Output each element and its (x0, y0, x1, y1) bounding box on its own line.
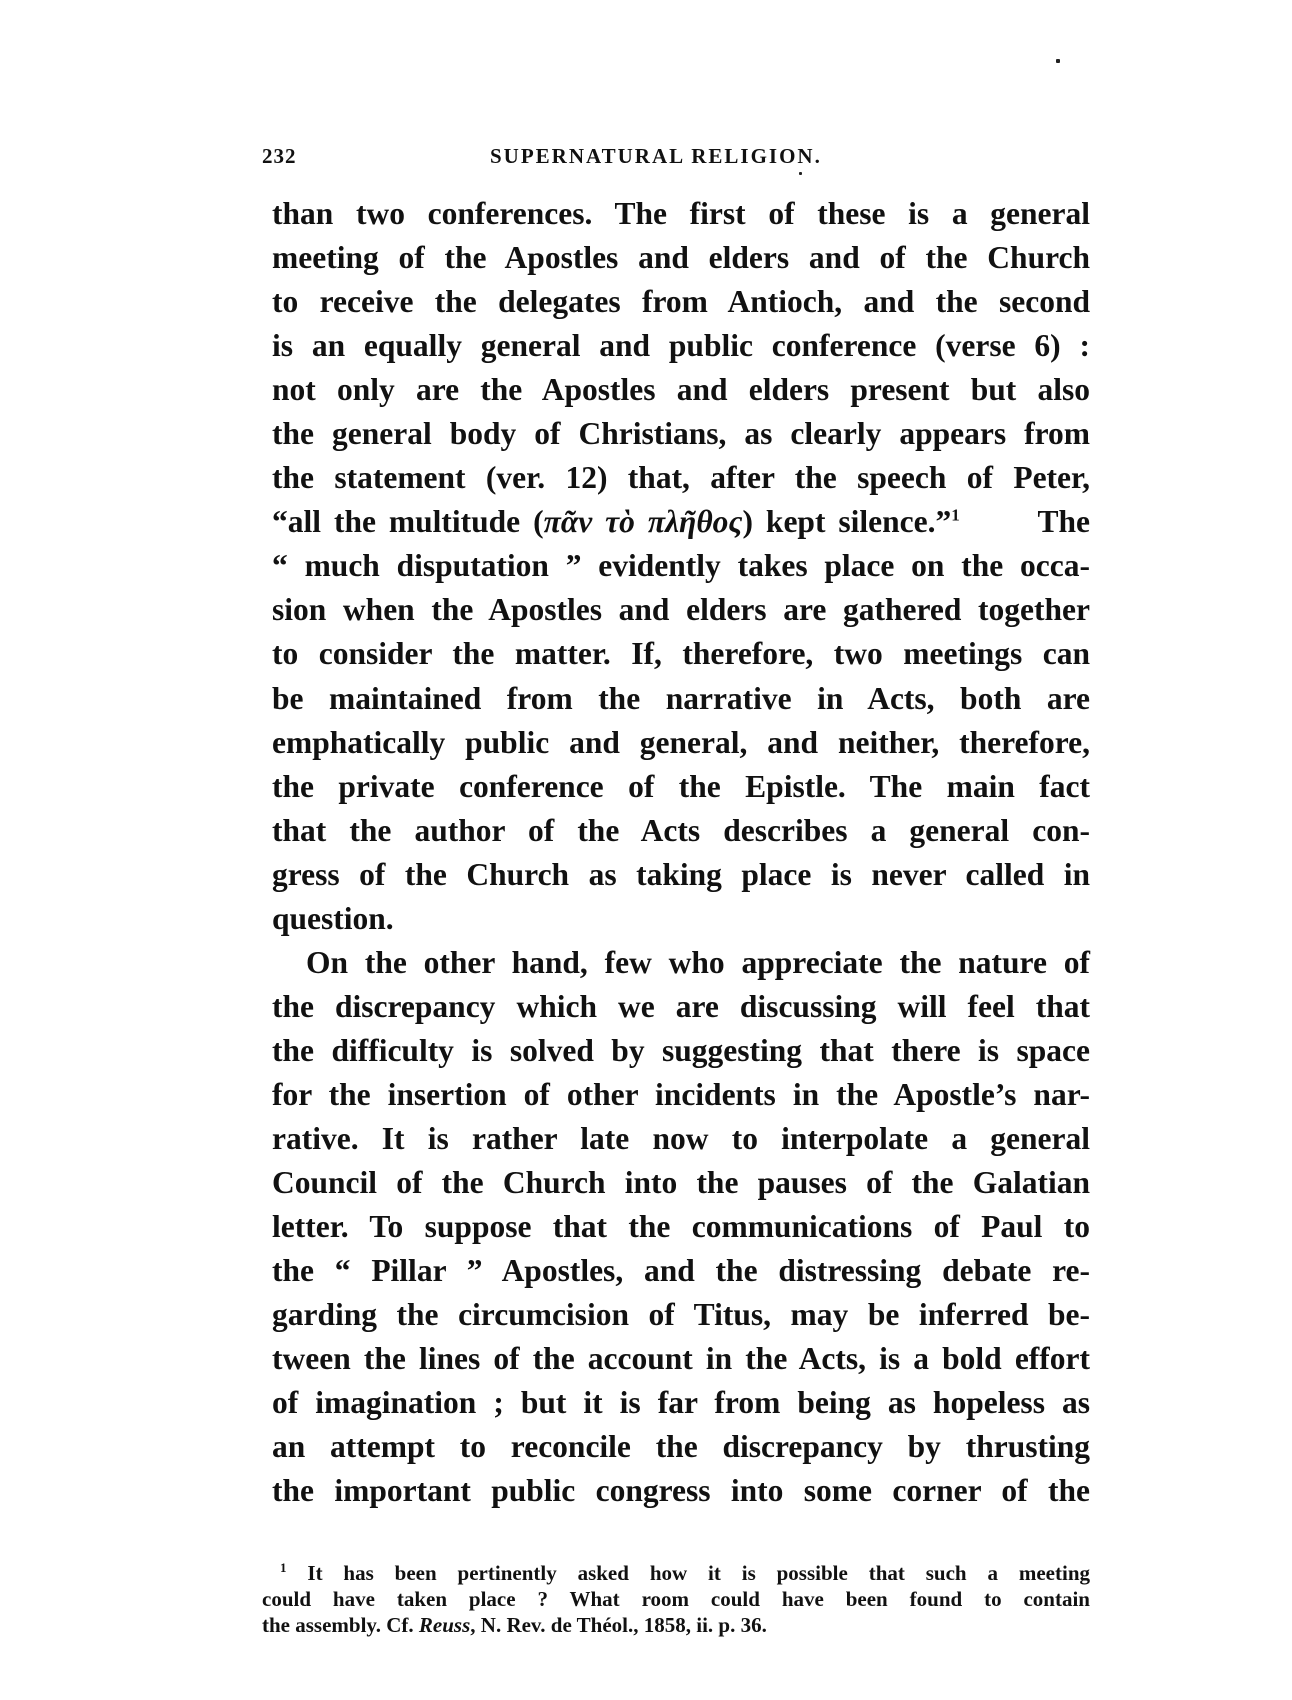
text-line: sion when the Apostles and elders are gathered together (272, 592, 1090, 628)
text-line: rative. It is rather late now to interpolate a general (272, 1120, 1090, 1156)
text-line: of imagination ; but it is far from being as hopeless as (272, 1385, 1090, 1421)
text-line: than two conferences. The first of these is a general (272, 196, 1090, 231)
footnote-reference[interactable]: 1 (951, 505, 960, 525)
text-line: is an equally general and public conference (verse 6) : (272, 328, 1090, 364)
text-span: The (1037, 504, 1090, 540)
text-line: not only are the Apostles and elders present but also (272, 372, 1090, 408)
text-line: On the other hand, few who appreciate the nature of (306, 944, 1090, 980)
text-line: gress of the Church as taking place is never called in (272, 856, 1090, 892)
text-line: that the author of the Acts describes a general con- (272, 812, 1090, 848)
footnote-line: could have taken place ? What room could have been found to contain (262, 1587, 1090, 1611)
text-span: , N. Rev. de Théol., 1858, ii. p. 36. (470, 1613, 767, 1637)
text-span: much disputation ” evidently takes place on the occa- (304, 548, 1091, 584)
text-span: “all the multitude ( (272, 504, 544, 540)
greek-phrase: πᾶν τὸ πλῆθος (543, 504, 743, 540)
body-text (272, 192, 1090, 1513)
author-citation: Reuss (418, 1613, 471, 1637)
text-line: to receive the delegates from Antioch, and the second (272, 284, 1090, 320)
text-line: Council of the Church into the pauses of the Galatian (272, 1165, 1090, 1201)
running-head (262, 136, 882, 176)
text-line: emphatically public and general, and neither, therefore, (272, 724, 1090, 760)
text-line-with-greek (272, 500, 1090, 544)
text-line: the “ Pillar ” Apostles, and the distressing debate re- (272, 1253, 1090, 1289)
text-line: question. (272, 900, 394, 936)
text-line: the general body of Christians, as clearly appears from (272, 416, 1090, 452)
text-span: the assembly. Cf. (262, 1613, 419, 1637)
text-line: the discrepancy which we are discussing will feel that (272, 988, 1090, 1024)
text-line: for the insertion of other incidents in the Apostle’s nar- (272, 1076, 1090, 1112)
footnote-line (262, 1612, 1090, 1638)
text-line: to consider the matter. If, therefore, two meetings can (272, 636, 1090, 672)
text-span: ) kept silence.” (742, 504, 952, 540)
text-line: the statement (ver. 12) that, after the speech of Peter, (272, 460, 1090, 496)
text-line: meeting of the Apostles and elders and of the Church (272, 240, 1090, 276)
text-line: the private conference of the Epistle. The main fact (272, 768, 1090, 804)
text-span: It has been pertinently asked how it is possible that such a meeting (307, 1561, 1091, 1585)
text-line: be maintained from the narrative in Acts, both are (272, 680, 1090, 716)
text-line: an attempt to reconcile the discrepancy by thrusting (272, 1429, 1090, 1465)
text-line (272, 544, 1090, 588)
footnote-marker: 1 (280, 1560, 287, 1575)
scan-speck (1056, 59, 1060, 63)
text-span: “ (272, 548, 288, 584)
text-line: tween the lines of the account in the Acts, is a bold effort (272, 1341, 1090, 1377)
text-line: the difficulty is solved by suggesting that there is space (272, 1032, 1090, 1068)
text-line: the important public congress into some corner of the (272, 1473, 1090, 1509)
footnote (262, 1560, 1090, 1638)
text-line: garding the circumcision of Titus, may be inferred be- (272, 1297, 1090, 1333)
footnote-line (262, 1560, 1090, 1586)
page-number: 232 (262, 144, 297, 168)
running-title: SUPERNATURAL RELIGION. (490, 144, 822, 168)
text-line: letter. To suppose that the communications of Paul to (272, 1209, 1090, 1245)
